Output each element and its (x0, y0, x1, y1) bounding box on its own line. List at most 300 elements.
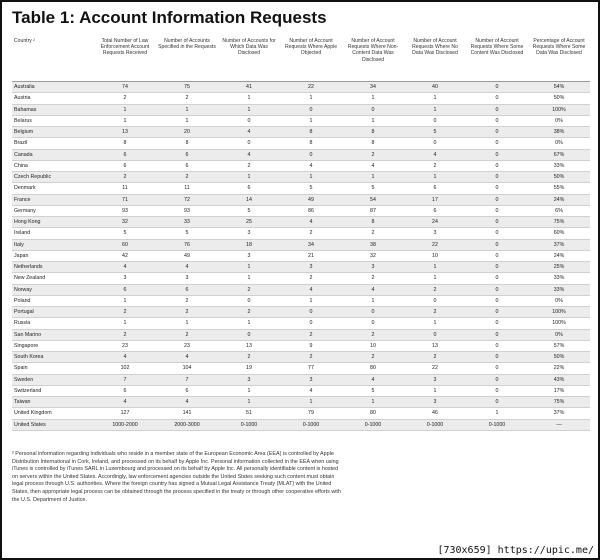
value-cell: 3 (342, 262, 404, 273)
value-cell: 2 (218, 284, 280, 295)
value-cell: 0% (528, 295, 590, 306)
value-cell: 0 (466, 385, 528, 396)
table-row (12, 318, 590, 329)
country-cell: Canada (12, 149, 94, 160)
value-cell: 1 (404, 318, 466, 329)
table-row (12, 250, 590, 261)
value-cell: 6% (528, 205, 590, 216)
value-cell: 0 (466, 127, 528, 138)
value-cell: 7 (156, 374, 218, 385)
value-cell: 8 (342, 127, 404, 138)
value-cell: 1 (280, 172, 342, 183)
value-cell: 4 (280, 385, 342, 396)
value-cell: 1 (280, 93, 342, 104)
value-cell: 71 (94, 194, 156, 205)
column-header: Number of Account Requests Where Some Content Was Disclosed (466, 36, 528, 82)
value-cell: 3 (404, 228, 466, 239)
value-cell: 18 (218, 239, 280, 250)
value-cell: 25 (218, 217, 280, 228)
table-row (12, 374, 590, 385)
country-cell: Portugal (12, 307, 94, 318)
table-row (12, 194, 590, 205)
value-cell: 0 (342, 318, 404, 329)
value-cell: 8 (280, 127, 342, 138)
table-row (12, 329, 590, 340)
value-cell: 0 (404, 295, 466, 306)
value-cell: 2 (94, 172, 156, 183)
value-cell: 1 (94, 115, 156, 126)
value-cell: 25% (528, 262, 590, 273)
value-cell: 0 (466, 284, 528, 295)
value-cell: 100% (528, 307, 590, 318)
value-cell: 4 (156, 397, 218, 408)
value-cell: 3 (94, 273, 156, 284)
value-cell: 0 (342, 104, 404, 115)
value-cell: 3 (218, 250, 280, 261)
value-cell: 0 (466, 307, 528, 318)
table-row (12, 363, 590, 374)
value-cell: 0 (466, 397, 528, 408)
value-cell: 0 (466, 363, 528, 374)
value-cell: 34 (342, 82, 404, 93)
value-cell: 75% (528, 217, 590, 228)
value-cell: — (528, 419, 590, 430)
value-cell: 23 (94, 340, 156, 351)
value-cell: 50% (528, 93, 590, 104)
value-cell: 2 (404, 352, 466, 363)
country-cell: Hong Kong (12, 217, 94, 228)
value-cell: 13 (404, 340, 466, 351)
table-container (12, 36, 590, 431)
value-cell: 2 (404, 160, 466, 171)
value-cell: 0 (466, 295, 528, 306)
value-cell: 4 (218, 127, 280, 138)
value-cell: 86 (280, 205, 342, 216)
value-cell: 43% (528, 374, 590, 385)
value-cell: 57% (528, 340, 590, 351)
value-cell: 49 (280, 194, 342, 205)
value-cell: 55% (528, 183, 590, 194)
value-cell: 2 (280, 228, 342, 239)
table-row (12, 419, 590, 430)
value-cell: 6 (156, 385, 218, 396)
value-cell: 8 (342, 138, 404, 149)
value-cell: 0-1000 (280, 419, 342, 430)
value-cell: 42 (94, 250, 156, 261)
country-cell: Poland (12, 295, 94, 306)
value-cell: 33 (156, 217, 218, 228)
value-cell: 93 (156, 205, 218, 216)
table-header-row (12, 36, 590, 82)
value-cell: 77 (280, 363, 342, 374)
value-cell: 32 (94, 217, 156, 228)
value-cell: 6 (218, 183, 280, 194)
value-cell: 1 (218, 318, 280, 329)
country-cell: Belarus (12, 115, 94, 126)
value-cell: 3 (404, 397, 466, 408)
value-cell: 6 (156, 284, 218, 295)
value-cell: 2 (342, 352, 404, 363)
value-cell: 2 (404, 307, 466, 318)
value-cell: 0 (466, 352, 528, 363)
value-cell: 14 (218, 194, 280, 205)
column-header: Number of Account Requests Where Non-Content Data Was Disclosed (342, 36, 404, 82)
value-cell: 50% (528, 172, 590, 183)
value-cell: 0 (466, 194, 528, 205)
value-cell: 75 (156, 82, 218, 93)
value-cell: 20 (156, 127, 218, 138)
value-cell: 0 (466, 217, 528, 228)
value-cell: 4 (156, 262, 218, 273)
table-row (12, 127, 590, 138)
value-cell: 6 (404, 183, 466, 194)
value-cell: 0 (466, 138, 528, 149)
table-row (12, 262, 590, 273)
country-cell: San Marino (12, 329, 94, 340)
value-cell: 0% (528, 115, 590, 126)
value-cell: 0 (466, 329, 528, 340)
country-cell: China (12, 160, 94, 171)
value-cell: 0-1000 (466, 419, 528, 430)
value-cell: 1 (404, 104, 466, 115)
value-cell: 93 (94, 205, 156, 216)
value-cell: 3 (218, 374, 280, 385)
country-cell: Japan (12, 250, 94, 261)
country-cell: Norway (12, 284, 94, 295)
value-cell: 80 (342, 363, 404, 374)
value-cell: 8 (280, 138, 342, 149)
country-cell: Brazil (12, 138, 94, 149)
value-cell: 0 (466, 82, 528, 93)
value-cell: 5 (342, 385, 404, 396)
value-cell: 2 (156, 172, 218, 183)
value-cell: 5 (404, 127, 466, 138)
value-cell: 33% (528, 273, 590, 284)
value-cell: 0 (466, 318, 528, 329)
value-cell: 34 (280, 239, 342, 250)
value-cell: 0 (404, 138, 466, 149)
column-header: Number of Account Requests Where No Data Was Disclosed (404, 36, 466, 82)
table-row (12, 284, 590, 295)
value-cell: 11 (156, 183, 218, 194)
value-cell: 33% (528, 160, 590, 171)
value-cell: 1 (218, 262, 280, 273)
value-cell: 1 (218, 172, 280, 183)
value-cell: 0 (280, 318, 342, 329)
value-cell: 24% (528, 194, 590, 205)
value-cell: 4 (342, 284, 404, 295)
value-cell: 2 (218, 352, 280, 363)
value-cell: 60% (528, 228, 590, 239)
table-body (12, 82, 590, 431)
value-cell: 2 (156, 329, 218, 340)
value-cell: 4 (342, 160, 404, 171)
value-cell: 0-1000 (404, 419, 466, 430)
column-header: Country ² (12, 36, 94, 82)
value-cell: 49 (156, 250, 218, 261)
value-cell: 2 (218, 307, 280, 318)
value-cell: 4 (280, 284, 342, 295)
value-cell: 0 (466, 104, 528, 115)
value-cell: 37% (528, 408, 590, 419)
value-cell: 6 (404, 205, 466, 216)
value-cell: 2 (280, 352, 342, 363)
value-cell: 54% (528, 82, 590, 93)
value-cell: 100% (528, 104, 590, 115)
value-cell: 72 (156, 194, 218, 205)
value-cell: 1 (94, 104, 156, 115)
value-cell: 22% (528, 363, 590, 374)
column-header: Number of Accounts for Which Data Was Disclosed (218, 36, 280, 82)
table-row (12, 149, 590, 160)
value-cell: 6 (94, 160, 156, 171)
value-cell: 5 (342, 183, 404, 194)
value-cell: 2 (156, 295, 218, 306)
value-cell: 0 (218, 295, 280, 306)
value-cell: 1000-2000 (94, 419, 156, 430)
table-row (12, 183, 590, 194)
value-cell: 2 (280, 329, 342, 340)
value-cell: 10 (404, 250, 466, 261)
value-cell: 1 (404, 385, 466, 396)
value-cell: 0 (342, 307, 404, 318)
value-cell: 2 (342, 149, 404, 160)
value-cell: 2 (404, 284, 466, 295)
value-cell: 0 (466, 172, 528, 183)
value-cell: 0 (218, 329, 280, 340)
value-cell: 38% (528, 127, 590, 138)
value-cell: 41 (218, 82, 280, 93)
value-cell: 24 (404, 217, 466, 228)
value-cell: 6 (94, 284, 156, 295)
value-cell: 5 (280, 183, 342, 194)
value-cell: 51 (218, 408, 280, 419)
table-row (12, 228, 590, 239)
column-header: Total Number of Law Enforcement Account Requests Received (94, 36, 156, 82)
value-cell: 141 (156, 408, 218, 419)
value-cell: 80 (342, 408, 404, 419)
value-cell: 1 (404, 262, 466, 273)
value-cell: 6 (156, 149, 218, 160)
value-cell: 0 (466, 93, 528, 104)
value-cell: 22 (404, 239, 466, 250)
table-row (12, 307, 590, 318)
country-cell: Switzerland (12, 385, 94, 396)
country-cell: Australia (12, 82, 94, 93)
country-cell: Taiwan (12, 397, 94, 408)
value-cell: 2 (342, 228, 404, 239)
value-cell: 2 (342, 329, 404, 340)
value-cell: 8 (94, 138, 156, 149)
table-row (12, 295, 590, 306)
table-row (12, 397, 590, 408)
value-cell: 79 (280, 408, 342, 419)
table-row (12, 239, 590, 250)
value-cell: 0 (218, 115, 280, 126)
value-cell: 2 (94, 93, 156, 104)
value-cell: 54 (342, 194, 404, 205)
table-row (12, 205, 590, 216)
country-cell: United Kingdom (12, 408, 94, 419)
value-cell: 1 (280, 397, 342, 408)
value-cell: 4 (280, 217, 342, 228)
watermark: [730x659] https://upic.me/ (437, 545, 594, 556)
value-cell: 7 (94, 374, 156, 385)
value-cell: 8 (156, 138, 218, 149)
column-header: Number of Accounts Specified in the Requests (156, 36, 218, 82)
value-cell: 3 (280, 262, 342, 273)
value-cell: 46 (404, 408, 466, 419)
value-cell: 0 (404, 115, 466, 126)
value-cell: 4 (156, 352, 218, 363)
value-cell: 22 (280, 82, 342, 93)
value-cell: 5 (218, 205, 280, 216)
country-cell: Austria (12, 93, 94, 104)
value-cell: 4 (94, 352, 156, 363)
value-cell: 127 (94, 408, 156, 419)
value-cell: 0 (466, 250, 528, 261)
country-cell: Ireland (12, 228, 94, 239)
value-cell: 37% (528, 239, 590, 250)
value-cell: 0-1000 (342, 419, 404, 430)
value-cell: 1 (342, 115, 404, 126)
value-cell: 0-1000 (218, 419, 280, 430)
value-cell: 2 (94, 307, 156, 318)
country-cell: Sweden (12, 374, 94, 385)
value-cell: 17 (404, 194, 466, 205)
table-row (12, 138, 590, 149)
table-row (12, 352, 590, 363)
value-cell: 11 (94, 183, 156, 194)
country-cell: France (12, 194, 94, 205)
value-cell: 0 (404, 329, 466, 340)
value-cell: 1 (280, 295, 342, 306)
table-row (12, 93, 590, 104)
value-cell: 21 (280, 250, 342, 261)
value-cell: 87 (342, 205, 404, 216)
value-cell: 1 (342, 93, 404, 104)
value-cell: 1 (466, 408, 528, 419)
value-cell: 4 (94, 262, 156, 273)
value-cell: 102 (94, 363, 156, 374)
value-cell: 24% (528, 250, 590, 261)
value-cell: 40 (404, 82, 466, 93)
value-cell: 2 (218, 160, 280, 171)
table-row (12, 340, 590, 351)
value-cell: 0 (466, 262, 528, 273)
value-cell: 13 (218, 340, 280, 351)
value-cell: 17% (528, 385, 590, 396)
footnote: ² Personal information regarding individuals who reside in a member state of the European Economic Area (EEA) is controlled by Apple Distribution International in Cork, Ireland, and processed on its behalf by Apple Inc. Personal information collected in the EEA when using iTunes is controlled by iTunes SARL in Luxembourg and processed on its behalf by Apple Inc. All personally identifiable content is hosted on servers within the United States. Accordingly, law enforcement agencies outside the United States seeking such content must obtain legal process through U.S. authorities. Where the foreign country has signed a Mutual Legal Assistance Treaty (MLAT) with the United States, then appropriate legal process can be obtained through the process specified in the treaty or through other cooperative efforts with the U.S. Department of Justice. (12, 451, 341, 503)
value-cell: 1 (218, 93, 280, 104)
account-requests-table (12, 36, 590, 431)
country-cell: New Zealand (12, 273, 94, 284)
column-header: Percentage of Account Requests Where Some Data Was Disclosed (528, 36, 590, 82)
value-cell: 1 (156, 318, 218, 329)
value-cell: 13 (94, 127, 156, 138)
table-row (12, 104, 590, 115)
value-cell: 3 (280, 374, 342, 385)
value-cell: 50% (528, 352, 590, 363)
value-cell: 0 (466, 149, 528, 160)
column-header: Number of Account Requests Where Apple Objected (280, 36, 342, 82)
table-title: Table 1: Account Information Requests (12, 8, 327, 27)
value-cell: 3 (156, 273, 218, 284)
value-cell: 0 (466, 205, 528, 216)
value-cell: 60 (94, 239, 156, 250)
value-cell: 2 (156, 307, 218, 318)
value-cell: 4 (94, 397, 156, 408)
value-cell: 0 (466, 228, 528, 239)
value-cell: 0% (528, 138, 590, 149)
table-row (12, 408, 590, 419)
value-cell: 0% (528, 329, 590, 340)
country-cell: Singapore (12, 340, 94, 351)
value-cell: 32 (342, 250, 404, 261)
country-cell: Germany (12, 205, 94, 216)
value-cell: 4 (404, 149, 466, 160)
value-cell: 0 (466, 374, 528, 385)
country-cell: Spain (12, 363, 94, 374)
table-row (12, 273, 590, 284)
value-cell: 1 (342, 295, 404, 306)
value-cell: 2 (156, 93, 218, 104)
value-cell: 75% (528, 397, 590, 408)
value-cell: 1 (94, 295, 156, 306)
value-cell: 76 (156, 239, 218, 250)
country-cell: Czech Republic (12, 172, 94, 183)
value-cell: 1 (404, 172, 466, 183)
country-cell: Russia (12, 318, 94, 329)
value-cell: 1 (218, 397, 280, 408)
value-cell: 104 (156, 363, 218, 374)
value-cell: 1 (94, 318, 156, 329)
value-cell: 1 (218, 385, 280, 396)
value-cell: 9 (280, 340, 342, 351)
table-row (12, 115, 590, 126)
value-cell: 3 (404, 374, 466, 385)
country-cell: Italy (12, 239, 94, 250)
value-cell: 1 (280, 115, 342, 126)
country-cell: Netherlands (12, 262, 94, 273)
table-row (12, 385, 590, 396)
country-cell: Bahamas (12, 104, 94, 115)
country-cell: Denmark (12, 183, 94, 194)
value-cell: 0 (466, 115, 528, 126)
value-cell: 1 (404, 93, 466, 104)
value-cell: 1 (404, 273, 466, 284)
value-cell: 19 (218, 363, 280, 374)
value-cell: 100% (528, 318, 590, 329)
value-cell: 0 (280, 149, 342, 160)
value-cell: 6 (156, 160, 218, 171)
value-cell: 4 (218, 149, 280, 160)
value-cell: 22 (404, 363, 466, 374)
value-cell: 0 (280, 307, 342, 318)
value-cell: 1 (218, 273, 280, 284)
value-cell: 1 (342, 172, 404, 183)
value-cell: 1 (342, 397, 404, 408)
value-cell: 33% (528, 284, 590, 295)
value-cell: 0 (466, 183, 528, 194)
country-cell: Belgium (12, 127, 94, 138)
value-cell: 74 (94, 82, 156, 93)
value-cell: 4 (342, 374, 404, 385)
value-cell: 2 (94, 329, 156, 340)
country-cell: South Korea (12, 352, 94, 363)
value-cell: 6 (94, 385, 156, 396)
value-cell: 0 (466, 239, 528, 250)
